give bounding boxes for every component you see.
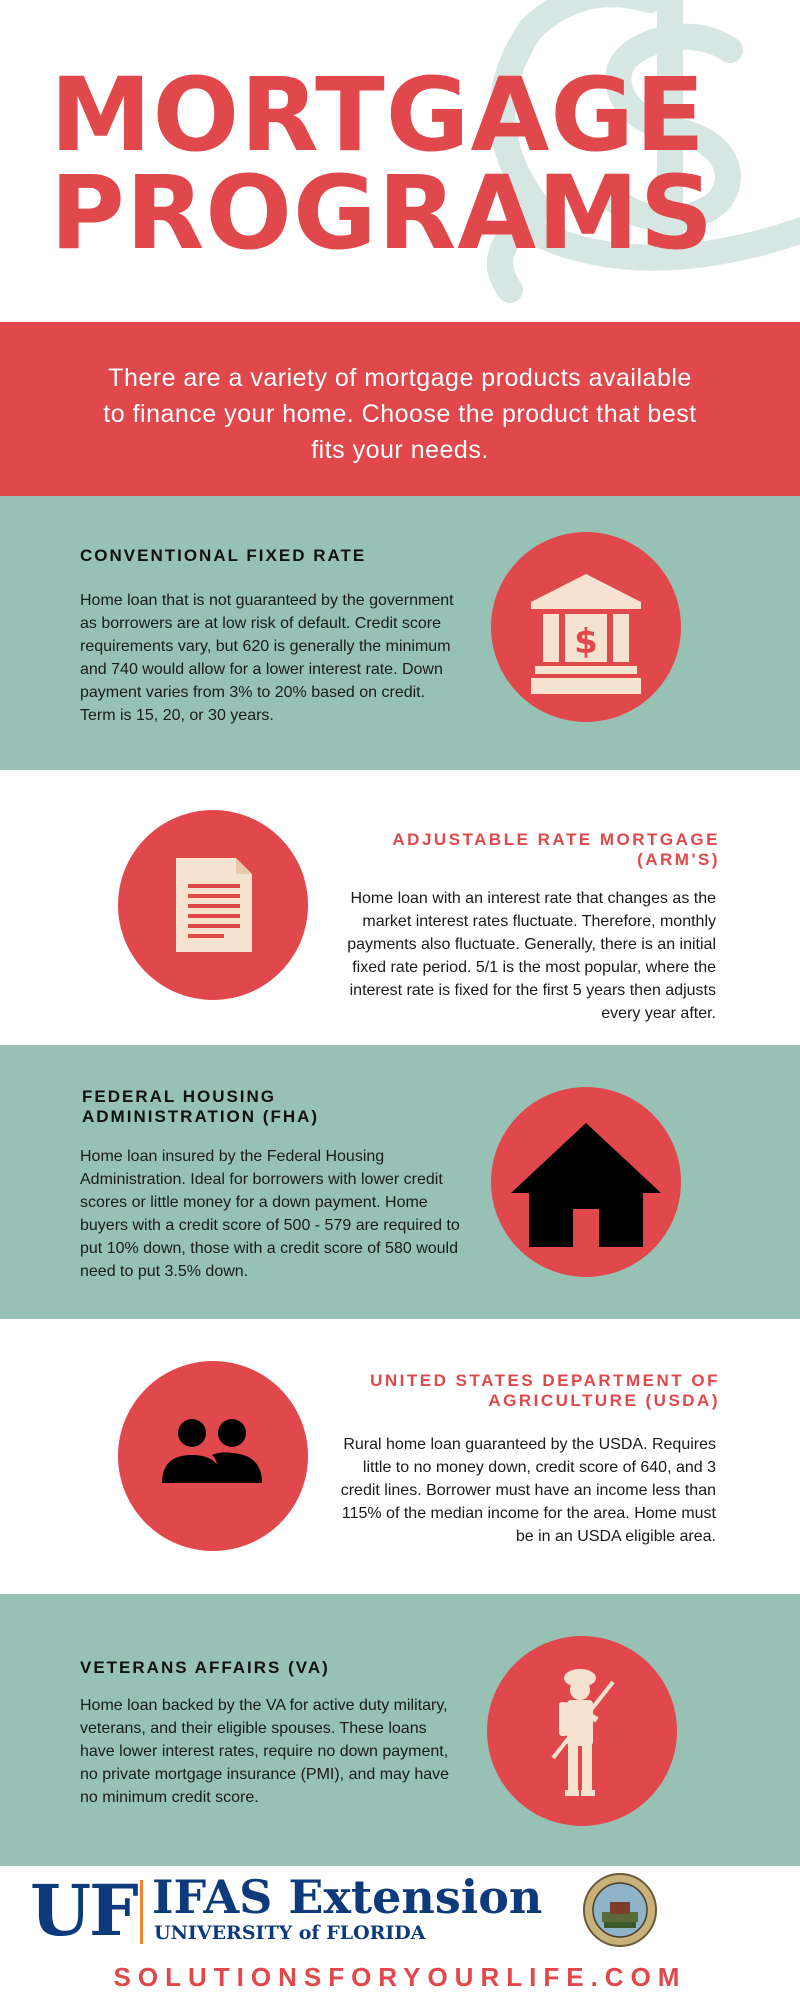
seal-icon [582,1872,658,1948]
website-link[interactable]: SOLUTIONSFORYOURLIFE.COM [113,1962,687,1992]
intro-banner [0,322,800,496]
section-va [0,1594,800,1866]
section-heading: CONVENTIONAL FIXED RATE [80,546,367,565]
bank-icon [491,532,681,722]
section-body: Home loan with an interest rate that changes as the market interest rates fluctuate. Therefore, monthly payments also fluctuate. Generally, there is an initial fixed rate period. 5/1 is the most popular, where the interest rate is fixed for the first 5 years then adjusts every year after. [347,890,716,1022]
people-icon-badge [118,1361,308,1551]
bank-icon-badge [491,532,681,722]
uf-logo: UF [30,1869,137,1952]
section-body: Rural home loan guaranteed by the USDA. Requires little to no money down, credit score of 640, and 3 credit lines. Borrower must have an income less than 115% of the median income for the area. Home must be in an USDA eligible area. [340,1436,716,1545]
section-heading: FEDERAL HOUSING ADMINISTRATION (FHA) [82,1087,320,1126]
page-title-line-1: MORTGAGE [50,56,706,175]
intro-text: There are a variety of mortgage products available to finance your home. Choose the product that best fits your needs. [103,364,697,464]
section-heading: UNITED STATES DEPARTMENT OF AGRICULTURE (USDA) [370,1371,720,1410]
section-body: Home loan backed by the VA for active duty military, veterans, and their eligible spouses. These loans have lower interest rates, require no down payment, no private mortgage insurance (PMI), and may have no minimum credit score. [80,1697,450,1806]
page-footer [0,1866,800,2000]
section-heading: ADJUSTABLE RATE MORTGAGE (ARM'S) [392,830,720,869]
section-body: Home loan that is not guaranteed by the government as borrowers are at low risk of default. Credit score requirements vary, but 620 is generally the minimum and 740 would allow for a lower interest rate. Down payment varies from 3% to 20% based on credit. Term is 15, 20, or 30 years. [80,592,454,724]
soldier-icon-badge [487,1636,677,1826]
ifas-extension-title: IFAS Extension [152,1870,543,1924]
soldier-icon [487,1636,677,1826]
logo-divider [140,1880,143,1944]
section-body: Home loan insured by the Federal Housing Administration. Ideal for borrowers with lower credit scores or little money for a down payment. Home buyers with a credit score of 500 - 579 are required to put 10% down, those with a credit score of 580 would need to put 3.5% down. [80,1148,460,1280]
house-icon [491,1087,681,1277]
document-icon [118,810,308,1000]
university-line: UNIVERSITY of FLORIDA [154,1922,426,1944]
people-icon [118,1361,308,1551]
section-heading: VETERANS AFFAIRS (VA) [80,1658,330,1677]
section-usda [0,1319,800,1594]
section-conventional [0,496,800,770]
section-fha [0,1045,800,1319]
svg-text:$: $ [574,622,598,662]
document-icon-badge [118,810,308,1000]
page-title-line-2: PROGRAMS [50,154,715,273]
section-arm [0,770,800,1045]
page-header [0,0,800,322]
house-icon-badge [491,1087,681,1277]
